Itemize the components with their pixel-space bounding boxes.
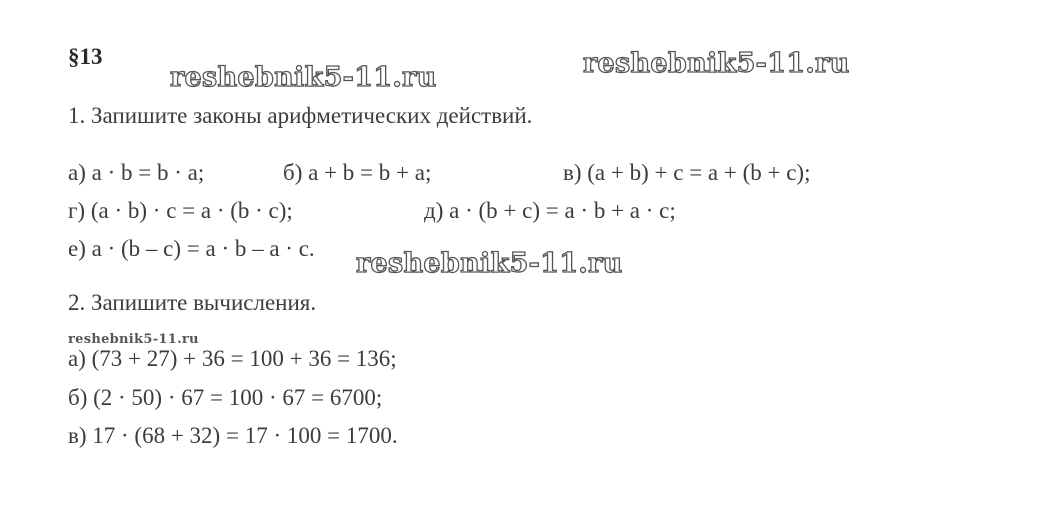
watermark-top-left: reshebnik5-11.ru [170, 62, 437, 93]
task1-item-b: б) a + b = b + a; [283, 160, 432, 185]
task1-item-e: е) a · (b – c) = a · b – a · c. [68, 236, 315, 261]
task1-item-v: в) (a + b) + c = a + (b + c); [563, 160, 811, 185]
task1-heading: 1. Запишите законы арифметических действий. [68, 103, 533, 128]
task1-item-a: а) a · b = b · a; [68, 160, 205, 185]
section-number: §13 [68, 44, 103, 69]
task2-item-v: в) 17 · (68 + 32) = 17 · 100 = 1700. [68, 423, 398, 448]
watermark-middle: reshebnik5-11.ru [356, 248, 623, 279]
task1-item-d: д) a · (b + c) = a · b + a · c; [424, 198, 676, 223]
task2-item-a: а) (73 + 27) + 36 = 100 + 36 = 136; [68, 346, 397, 371]
task2-heading: 2. Запишите вычисления. [68, 290, 317, 315]
watermark-small: reshebnik5-11.ru [68, 332, 199, 347]
task1-item-g: г) (a · b) · c = a · (b · c); [68, 198, 293, 223]
task2-item-b: б) (2 · 50) · 67 = 100 · 67 = 6700; [68, 385, 383, 410]
watermark-top-right: reshebnik5-11.ru [583, 48, 850, 79]
